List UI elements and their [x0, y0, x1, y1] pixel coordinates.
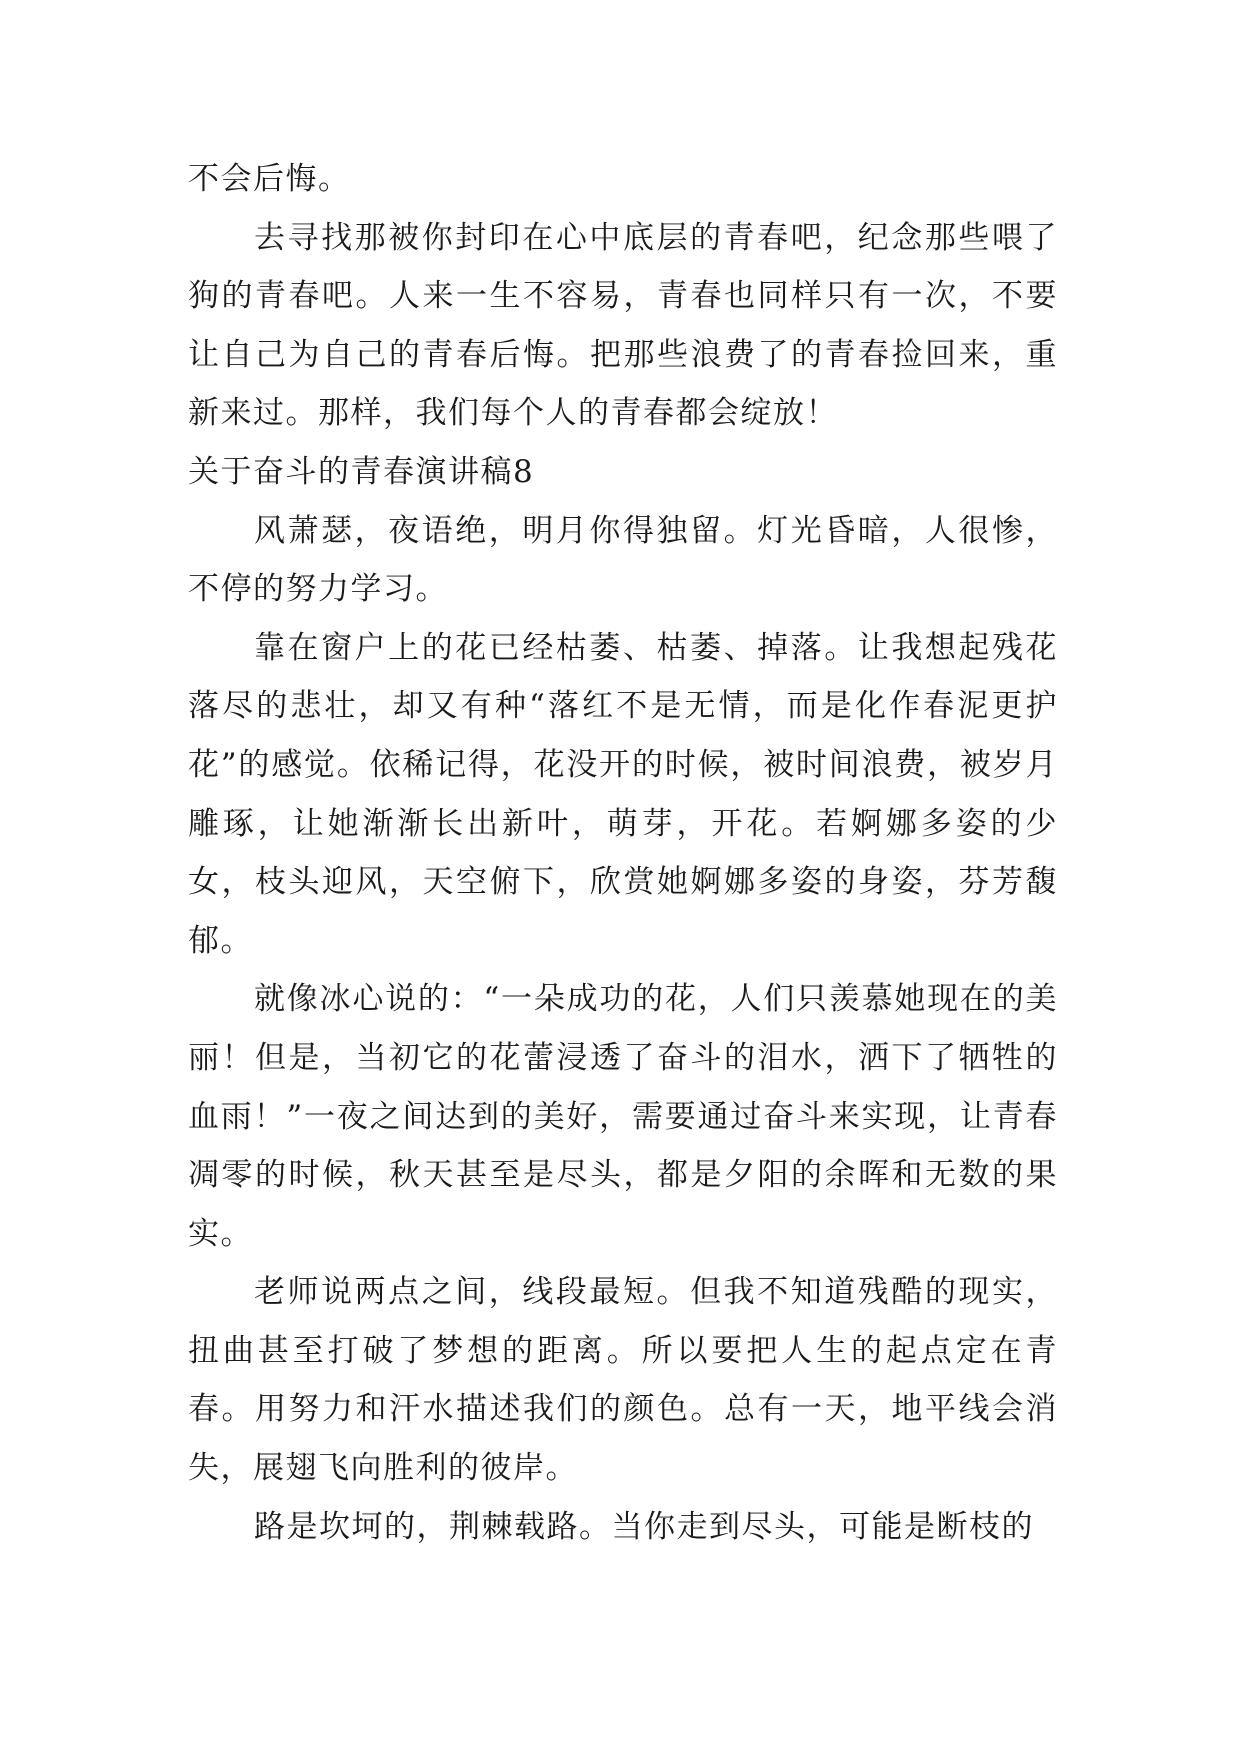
section-heading: 关于奋斗的青春演讲稿8 — [188, 453, 535, 490]
paragraph-5: 就像冰心说的：“一朵成功的花，人们只羡慕她现在的美丽！但是，当初它的花蕾浸透了奋斗的泪水，洒下了牺牲的血雨！”一夜之间达到的美好，需要通过奋斗来实现，让青春凋零的时候，秋天甚至是尽头，都是夕阳的余晖和无数的果实。 — [188, 981, 1058, 1252]
paragraph-3: 风萧瑟，夜语绝，明月你得独留。灯光昏暗，人很惨，不停的努力学习。 — [188, 512, 1058, 608]
paragraph-4: 靠在窗户上的花已经枯萎、枯萎、掉落。让我想起残花落尽的悲壮，却又有种“落红不是无情，而是化作春泥更护花”的感觉。依稀记得，花没开的时候，被时间浪费，被岁月雕琢，让她渐渐长出新叶，萌芽，开花。若婀娜多姿的少女，枝头迎风，天空俯下，欣赏她婀娜多姿的身姿，芬芳馥郁。 — [188, 629, 1058, 959]
document-body — [188, 150, 1058, 1556]
paragraph-7: 路是坎坷的，荆棘载路。当你走到尽头，可能是断枝的 — [254, 1508, 1034, 1545]
paragraph-1: 不会后悔。 — [188, 161, 351, 197]
paragraph-2: 去寻找那被你封印在心中底层的青春吧，纪念那些喂了狗的青春吧。人来一生不容易，青春也同样只有一次，不要让自己为自己的青春后悔。把那些浪费了的青春捡回来，重新来过。那样，我们每个人的青春都会绽放！ — [188, 219, 1058, 432]
paragraph-6: 老师说两点之间，线段最短。但我不知道残酷的现实，扭曲甚至打破了梦想的距离。所以要把人生的起点定在青春。用努力和汗水描述我们的颜色。总有一天，地平线会消失，展翅飞向胜利的彼岸。 — [188, 1274, 1058, 1487]
